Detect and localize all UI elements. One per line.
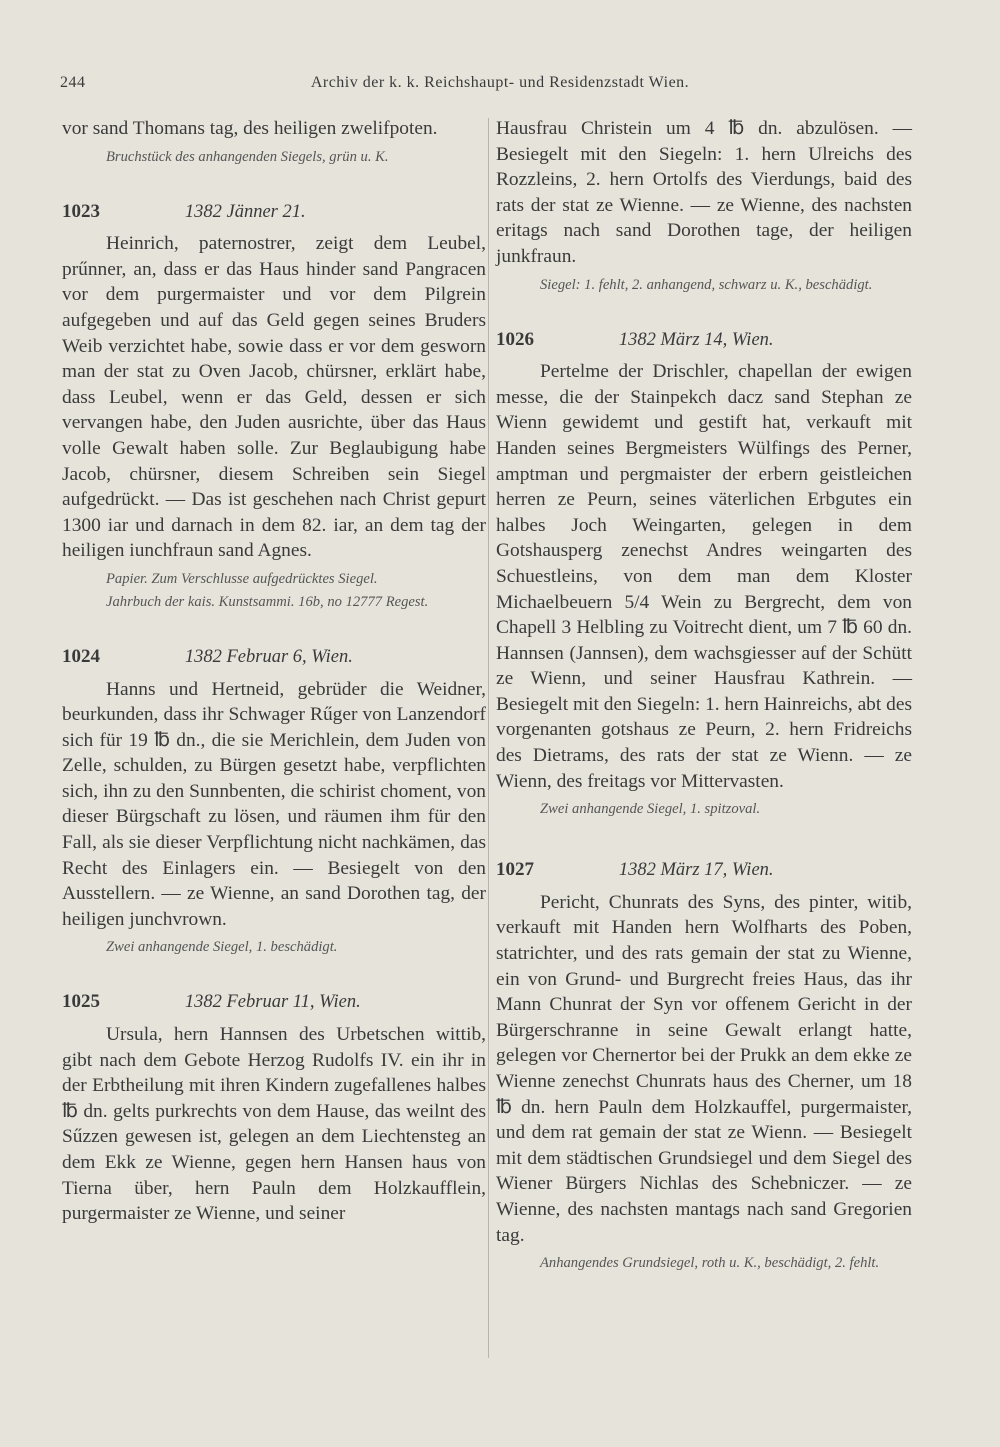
- page-header: [60, 74, 940, 100]
- continued-text: Hausfrau Christein um 4 ℔ dn. abzulösen. — Besiegelt mit den Siegeln: 1. hern Ulreichs des Rozzleins, 2. hern Ortolfs des Vierdungs, baid des rats der stat ze Wienne. — ze Wienne, des nachsten eritags nach sand Dorothen tage, der heiligen junkfraun.: [496, 118, 912, 267]
- entry-1026-text: Pertelme der Drischler, chapellan der ewigen messe, die der Stainpekch dacz sand Stephan ze Wienn gewidemt und gestift hat, verkauft mit Handen seines Bergmeisters Wülfings des Perner, amptman und pergmaister der erbern geistleichen herren ze Peurn, seines väterlichen Erbgutes ein halbes Joch Weingarten, gelegen in dem Gotshausperg zenechst Andres weingarten des Schuestleins, von dem man dem Kloster Michaelbeuern 5/4 Wein zu Bergrecht, dem von Chapell 3 Helbling zu Voitrecht dient, um 7 ℔ 60 dn. Hannsen (Jannsen), dem wachsgiesser auf der Schütt ze Wienn, und seiner Hausfrau Kathrein. — Besiegelt mit den Siegeln: 1. hern Hainreichs, abt des vorgenanten gotshaus ze Peurn, 2. hern Fridreichs des Dietrams, des rats der stat ze Wienn. — ze Wienn, des freitags vor Mittervasten.: [496, 361, 912, 792]
- page-number: 244: [60, 74, 86, 91]
- continued-note: Bruchstück des anhangenden Siegels, grün u. K.: [106, 148, 389, 165]
- entry-date: 1382 Februar 6, Wien.: [184, 646, 353, 667]
- entry-number: 1025: [62, 991, 100, 1013]
- entry-1023-heading: [62, 199, 486, 226]
- entry-1023-note: Papier. Zum Verschlusse aufgedrücktes Siegel.: [106, 570, 378, 587]
- running-title: Archiv der k. k. Reichshaupt- und Residenzstadt Wien.: [310, 74, 690, 91]
- entry-number: 1024: [62, 645, 100, 667]
- right-column: [496, 116, 912, 1275]
- continued-note: Siegel: 1. fehlt, 2. anhangend, schwarz u. K., beschädigt.: [540, 276, 873, 293]
- entry-1027-note: Anhangendes Grundsiegel, roth u. K., beschädigt, 2. fehlt.: [540, 1255, 880, 1272]
- entry-date: 1382 Jänner 21.: [184, 201, 306, 222]
- entry-number: 1023: [62, 200, 100, 222]
- entry-1023-reference: Jahrbuch der kais. Kunstsammi. 16b, no 12777 Regest.: [106, 593, 429, 610]
- entry-1026-note: Zwei anhangende Siegel, 1. spitzoval.: [540, 801, 761, 818]
- entry-1024-note: Zwei anhangende Siegel, 1. beschädigt.: [106, 939, 338, 956]
- entry-1023-text: Heinrich, paternostrer, zeigt dem Leubel, prűnner, an, dass er das Haus hinder sand Pangracen vor dem purgermaister und vor dem Pilgrein aufgegeben und auf das Geld gegen seines Bruders Weib verzichtet habe, sowie dass er vor dem gesworn man der stat zu Oven Jacob, chürsner, erklärt habe, dass Leubel, wenn er das Geld, dessen er sich vervangen habe, den Juden ausrichte, über das Haus volle Gewalt haben solle. Zur Beglaubigung habe Jacob, chürsner, diesem Schreiben sein Siegel aufgedrückt. — Das ist geschehen nach Christ gepurt 1300 iar und darnach in dem 82. iar, an dem tag der heiligen iunchfraun sand Agnes.: [62, 233, 486, 562]
- entry-number: 1026: [496, 328, 534, 350]
- entry-date: 1382 Februar 11, Wien.: [184, 992, 361, 1013]
- entry-1026-heading: [496, 327, 912, 354]
- column-divider: [488, 118, 489, 1358]
- entry-1025-heading: [62, 989, 486, 1016]
- entry-1027-heading: [496, 857, 912, 884]
- entry-1027-text: Pericht, Chunrats des Syns, des pinter, witib, verkauft mit Handen hern Wolfharts des Poben, statrichter, und des rats gemain der stat zu Wienne, ein von Grund- und Burgrecht freies Haus, das ihr Mann Chunrat der Syn vor offenem Gericht in der Bürgerschranne in seine Gewalt erlangt hatte, gelegen vor Chernertor bei der Prukk an dem ekke ze Wienne zenechst Chunrats haus des Cherner, um 18 ℔ dn. hern Pauln dem Holzkauffel, purgermaister, und dem rat gemain der stat ze Wienn. — Besiegelt mit dem städtischen Grundsiegel und dem Siegel des Wiener Bürgers Nichlas des Schebniczer. — ze Wienne, des nachsten mantags nach sand Gregorien tag.: [496, 891, 912, 1246]
- entry-number: 1027: [496, 859, 534, 881]
- continued-text: vor sand Thomans tag, des heiligen zwelifpoten.: [62, 118, 438, 139]
- entry-date: 1382 März 14, Wien.: [618, 329, 774, 350]
- entry-1025-text: Ursula, hern Hannsen des Urbetschen wittib, gibt nach dem Gebote Herzog Rudolfs IV. ein ihr in der Erbtheilung mit ihren Kindern zugefallenes halbes ℔ dn. gelts purkrechts von dem Hause, das weilnt des Sűzzen gewesen ist, gelegen an dem Liechtensteg an dem Ekk ze Wienne, gegen hern Hansen haus von Tierna über, hern Pauln dem Holzkaufflein, purgermaister ze Wienne, und seiner: [62, 1024, 486, 1225]
- entry-1024-heading: [62, 644, 486, 671]
- entry-1024-text: Hanns und Hertneid, gebrüder die Weidner, beurkunden, dass ihr Schwager Rűger von Lanzendorf sich für 19 ℔ dn., die sie Merichlein, dem Juden von Zelle, schulden, zu Bürgen gesetzt habe, verpflichten sich, ihn zu den Sunnbenten, die schirist choment, von dieser Bürgschaft zu lösen, und räumen ihm für den Fall, als sie dieser Verpflichtung nicht nachkämen, das Recht des Einlagers ein. — Besiegelt von den Ausstellern. — ze Wienne, an sand Dorothen tag, der heiligen junchvrown.: [62, 678, 486, 930]
- entry-date: 1382 März 17, Wien.: [618, 860, 774, 881]
- left-column: [62, 116, 486, 1227]
